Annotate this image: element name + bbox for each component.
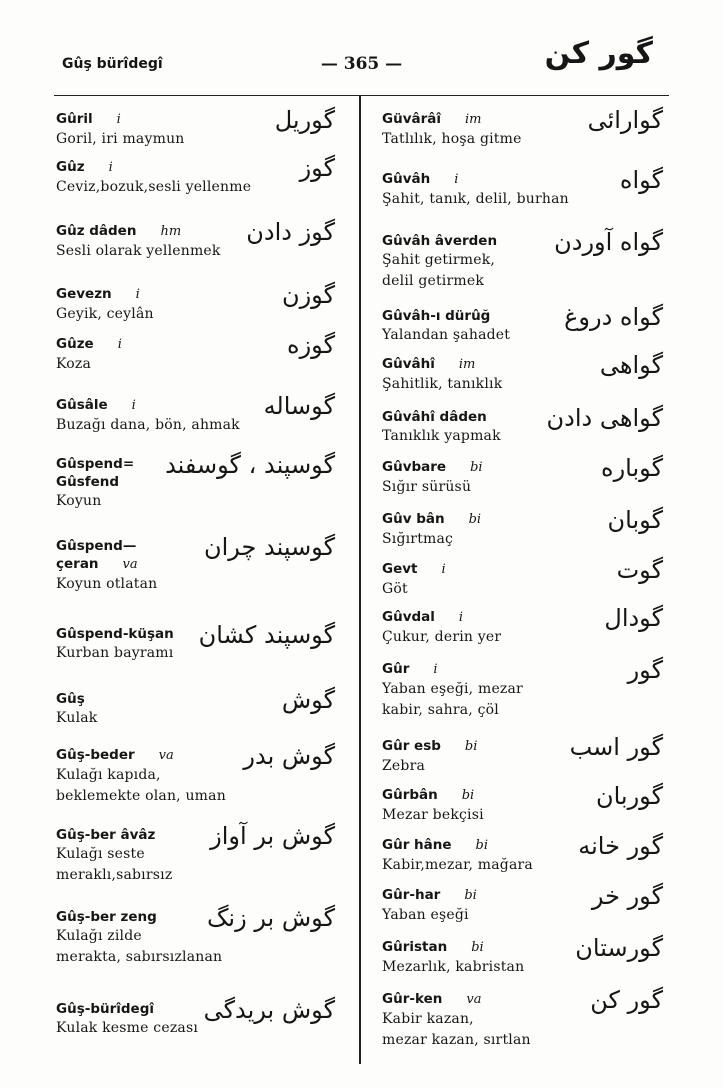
entry-headword: Gûr hâne bi xyxy=(382,837,489,853)
entry-arabic-script: گواه xyxy=(619,166,663,194)
dictionary-entry xyxy=(56,110,185,150)
entry-part-of-speech: va xyxy=(466,992,482,1007)
entry-headword: Gûvâh i xyxy=(382,171,459,187)
dictionary-entry xyxy=(382,836,533,876)
dictionary-entry xyxy=(56,158,251,198)
entry-definition: Koza xyxy=(56,356,92,372)
page-number: — 365 — xyxy=(320,54,403,74)
entry-arabic-script: گوارائى xyxy=(587,106,663,134)
entry-part-of-speech: i xyxy=(131,398,136,413)
entry-headword: Gûspend-küşan xyxy=(56,626,174,642)
entry-headword: Gûvâh âverden xyxy=(382,233,498,249)
entry-arabic-script: گور خر xyxy=(591,882,663,910)
dictionary-entry xyxy=(382,110,522,150)
entry-definition: Kabir,mezar, mağara xyxy=(382,857,533,873)
entry-arabic-script: گوش بر آواز xyxy=(210,822,335,850)
entry-headword: Gûvdal i xyxy=(382,609,464,625)
entry-arabic-script: گوزن xyxy=(281,281,335,309)
dictionary-entry xyxy=(56,908,222,968)
entry-headword: Gûril i xyxy=(56,111,121,127)
entry-headword: Gûsâle i xyxy=(56,397,136,413)
entry-part-of-speech: bi xyxy=(475,838,489,853)
entry-headword: Gûspend= xyxy=(56,456,135,472)
dictionary-entry xyxy=(382,737,477,777)
entry-arabic-script: گوساله xyxy=(263,392,335,420)
entry-part-of-speech: bi xyxy=(470,460,483,475)
entry-definition: Şahit getirmek, xyxy=(382,252,496,268)
entry-definition: Sesli olarak yellenmek xyxy=(56,243,221,259)
entry-arabic-script: گوش بدر xyxy=(243,742,335,770)
entry-arabic-script: گوش xyxy=(281,686,335,714)
dictionary-entry xyxy=(382,660,523,721)
entry-arabic-script: گودال xyxy=(604,604,663,632)
dictionary-entry xyxy=(382,307,510,346)
entry-headword: Gûş-bürîdegî xyxy=(56,1001,155,1017)
entry-definition: merakta, sabırsızlanan xyxy=(56,949,223,965)
dictionary-entry xyxy=(56,455,134,512)
dictionary-entry xyxy=(382,786,484,826)
entry-arabic-script: گوباره xyxy=(601,454,663,482)
running-head: Gûş bürîdegî xyxy=(62,56,163,72)
entry-arabic-script: گوزه xyxy=(287,331,335,359)
dictionary-entry xyxy=(56,746,226,807)
entry-arabic-script: گواهى xyxy=(599,351,663,379)
dictionary-entry xyxy=(382,510,481,550)
entry-definition: Goril, iri maymun xyxy=(56,131,185,147)
dictionary-entry xyxy=(382,458,483,498)
entry-definition: Yaban eşeği, mezar xyxy=(382,681,523,697)
entry-definition: Yaban eşeği xyxy=(382,907,469,923)
dictionary-entry xyxy=(56,1000,198,1039)
entry-arabic-script: گوش بريدگى xyxy=(203,996,335,1024)
entry-headword: Gûş xyxy=(56,691,85,707)
dictionary-entry xyxy=(56,690,97,729)
entry-definition: Kulağı zilde xyxy=(56,928,142,944)
entry-arabic-script: گور خانه xyxy=(578,832,663,860)
entry-definition: Kulağı seste xyxy=(56,846,145,862)
entry-headword: Gûr esb bi xyxy=(382,738,478,754)
entry-part-of-speech: bi xyxy=(464,888,477,903)
entry-definition: Sığırtmaç xyxy=(382,531,454,547)
entry-definition: Kulağı kapıda, xyxy=(56,767,161,783)
running-head-arabic: گور كن xyxy=(544,36,653,71)
dictionary-entry xyxy=(56,826,172,886)
entry-definition: Koyun otlatan xyxy=(56,576,158,592)
entry-part-of-speech: va xyxy=(122,557,138,572)
entry-arabic-script: گوربان xyxy=(595,782,663,810)
dictionary-entry xyxy=(382,408,501,447)
entry-headword: çeran va xyxy=(56,556,138,572)
entry-part-of-speech: bi xyxy=(471,940,484,955)
entry-part-of-speech: hm xyxy=(160,224,182,239)
entry-arabic-script: گوريل xyxy=(274,106,335,134)
entry-part-of-speech: bi xyxy=(461,788,475,803)
dictionary-entry xyxy=(56,625,174,664)
entry-arabic-script: گوسپند چران xyxy=(203,533,335,561)
entry-part-of-speech: i xyxy=(117,337,122,352)
entry-part-of-speech: bi xyxy=(464,739,478,754)
entry-headword: Gûv bân bi xyxy=(382,511,482,527)
entry-definition: Çukur, derin yer xyxy=(382,629,502,645)
dictionary-entry xyxy=(382,560,446,600)
entry-definition: Buzağı dana, bön, ahmak xyxy=(56,417,240,433)
header-rule xyxy=(54,95,669,96)
entry-arabic-script: گوت xyxy=(616,556,663,584)
entry-headword: Güvârâî im xyxy=(382,111,482,127)
entry-headword: Gûr-ken va xyxy=(382,991,482,1007)
entry-definition: Şahitlik, tanıklık xyxy=(382,376,503,392)
entry-part-of-speech: i xyxy=(116,112,121,127)
dictionary-entry xyxy=(56,285,154,325)
dictionary-entry xyxy=(382,355,502,395)
entry-headword: Gûvbare bi xyxy=(382,459,483,475)
entry-definition: meraklı,sabırsız xyxy=(56,867,173,883)
entry-part-of-speech: i xyxy=(108,160,113,175)
entry-part-of-speech: va xyxy=(158,748,174,763)
entry-definition: Kabir kazan, xyxy=(382,1011,474,1027)
entry-headword: Gûvâh-ı dürûğ xyxy=(382,308,491,324)
entry-definition: kabir, sahra, çöl xyxy=(382,702,499,718)
entry-arabic-script: گوش بر زنگ xyxy=(206,904,335,932)
entry-definition: Kulak kesme cezası xyxy=(56,1020,199,1036)
entry-definition: Tatlılık, hoşa gitme xyxy=(382,131,522,147)
entry-part-of-speech: i xyxy=(458,610,464,625)
entry-headword: Gûz dâden hm xyxy=(56,223,182,239)
entry-definition: Yalandan şahadet xyxy=(382,327,511,343)
entry-arabic-script: گورستان xyxy=(575,934,663,962)
dictionary-entry xyxy=(382,232,497,292)
entry-definition: mezar kazan, sırtlan xyxy=(382,1032,531,1048)
entry-headword: Gûr i xyxy=(382,661,438,677)
entry-arabic-script: گوسپند ، گوسفند xyxy=(165,451,335,479)
entry-arabic-script: گوز xyxy=(299,154,335,182)
entry-definition: Göt xyxy=(382,581,408,597)
dictionary-entry xyxy=(56,396,240,436)
entry-definition: Ceviz,bozuk,sesli yellenme xyxy=(56,179,252,195)
entry-part-of-speech: i xyxy=(441,562,446,577)
dictionary-entry xyxy=(382,608,501,648)
entry-definition: Şahit, tanık, delil, burhan xyxy=(382,191,569,207)
entry-headword: Gûş-ber zeng xyxy=(56,909,157,925)
entry-arabic-script: گور كن xyxy=(590,986,663,1014)
entry-headword: Gevezn i xyxy=(56,286,140,302)
entry-part-of-speech: i xyxy=(135,287,140,302)
entry-headword: Gûze i xyxy=(56,336,122,352)
entry-arabic-script: گوبان xyxy=(607,506,663,534)
entry-definition: Zebra xyxy=(382,758,426,774)
entry-arabic-script: گور اسب xyxy=(569,733,663,761)
dictionary-entry xyxy=(382,938,524,978)
entry-definition: Koyun xyxy=(56,493,102,509)
entry-arabic-script: گواهى دادن xyxy=(546,404,663,432)
dictionary-entry xyxy=(382,886,477,926)
entry-arabic-script: گور xyxy=(627,656,663,684)
entry-part-of-speech: i xyxy=(433,662,438,677)
entry-definition: Geyik, ceylân xyxy=(56,306,154,322)
entry-headword: Gûr-har bi xyxy=(382,887,477,903)
entry-headword: Gûvâhî im xyxy=(382,356,476,372)
entry-definition: Kulak xyxy=(56,710,98,726)
dictionary-entry xyxy=(382,990,531,1051)
dictionary-entry xyxy=(56,335,122,375)
entry-headword: Gûş-beder va xyxy=(56,747,174,763)
entry-definition: Kurban bayramı xyxy=(56,645,174,661)
entry-headword: Gûsfend xyxy=(56,474,120,490)
entry-headword: Gûvâhî dâden xyxy=(382,409,487,425)
dictionary-entry xyxy=(56,537,157,595)
entry-arabic-script: گوز دادن xyxy=(246,218,335,246)
entry-part-of-speech: im xyxy=(458,357,476,372)
entry-part-of-speech: bi xyxy=(468,512,482,527)
entry-arabic-script: گواه دروغ xyxy=(564,303,663,331)
entry-definition: Mezarlık, kabristan xyxy=(382,959,525,975)
entry-definition: Sığır sürüsü xyxy=(382,479,472,495)
entry-headword: Gûş-ber âvâz xyxy=(56,827,156,843)
entry-definition: Tanıklık yapmak xyxy=(382,428,501,444)
entry-headword: Gevt i xyxy=(382,561,446,577)
column-divider xyxy=(359,96,361,1064)
entry-definition: delil getirmek xyxy=(382,273,485,289)
entry-headword: Gûspend— xyxy=(56,538,137,554)
entry-definition: beklemekte olan, uman xyxy=(56,788,226,804)
entry-arabic-script: گواه آوردن xyxy=(554,228,663,256)
entry-headword: Gûrbân bi xyxy=(382,787,475,803)
dictionary-entry xyxy=(382,170,569,210)
entry-arabic-script: گوسپند كشان xyxy=(198,621,335,649)
entry-definition: Mezar bekçisi xyxy=(382,807,484,823)
entry-headword: Gûz i xyxy=(56,159,113,175)
entry-part-of-speech: i xyxy=(454,172,459,187)
entry-headword: Gûristan bi xyxy=(382,939,484,955)
entry-part-of-speech: im xyxy=(465,112,482,127)
dictionary-entry xyxy=(56,222,221,262)
